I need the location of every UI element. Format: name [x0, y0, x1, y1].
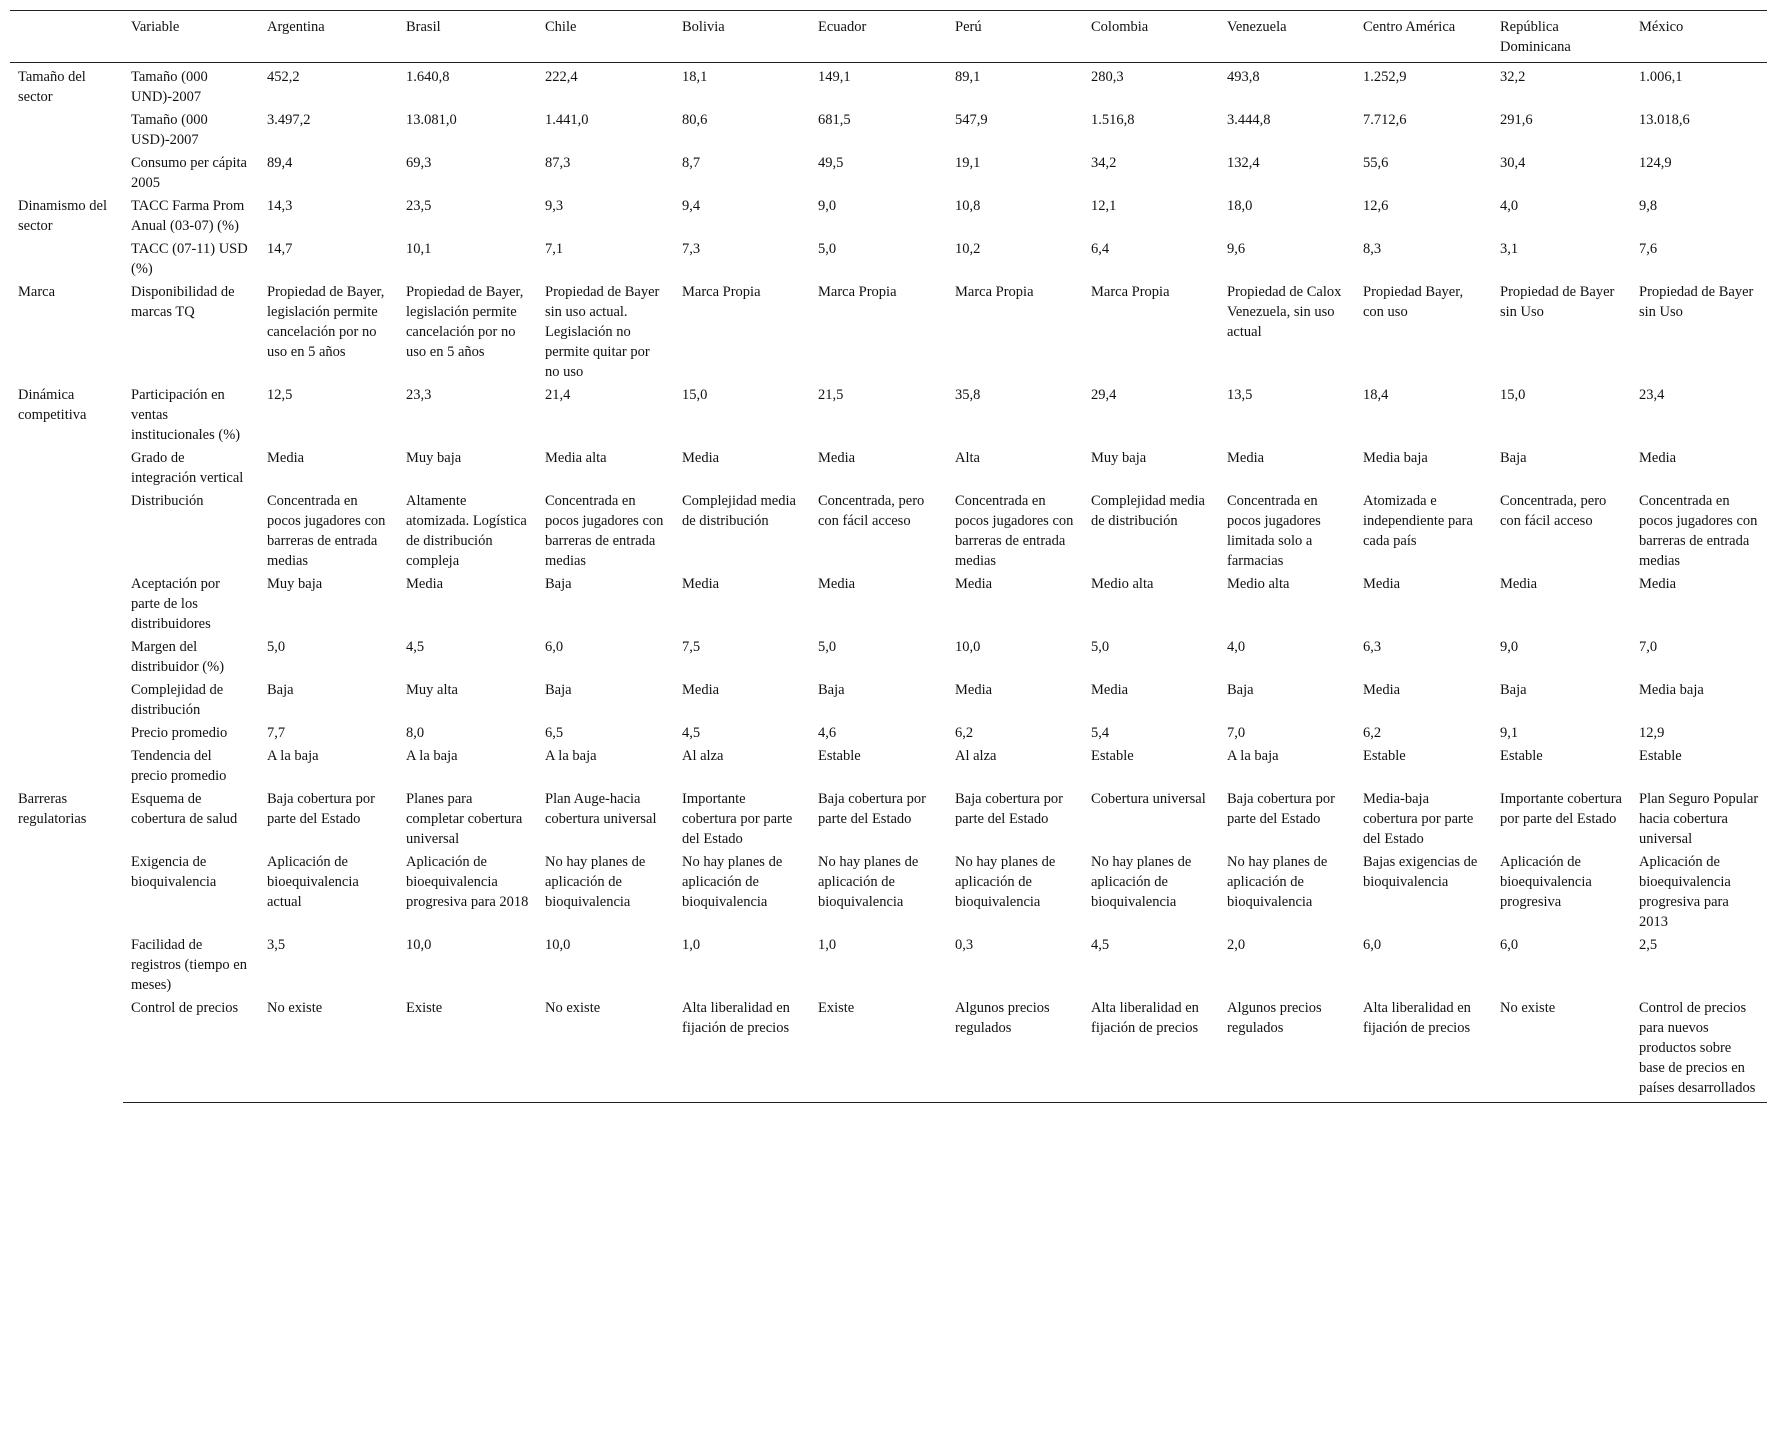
- variable-cell: Facilidad de registros (tiempo en meses): [131, 937, 247, 993]
- value-cell: Baja cobertura por parte del Estado: [1227, 791, 1335, 827]
- category-cell: Dinamismo del sector: [18, 198, 108, 234]
- value-cell: Concentrada en pocos jugadores con barreras de entrada medias: [955, 493, 1074, 569]
- value-cell: 9,1: [1500, 725, 1519, 741]
- value-cell: Aplicación de bioequivalencia progresiva: [1500, 854, 1592, 910]
- value-cell: 7,3: [682, 241, 701, 257]
- value-cell: Planes para completar cobertura universal: [406, 791, 523, 847]
- table-row: [10, 787, 1767, 850]
- value-cell: 9,8: [1639, 198, 1658, 214]
- value-cell: Muy baja: [267, 576, 323, 592]
- header-cell: Venezuela: [1219, 11, 1355, 63]
- value-cell: 9,6: [1227, 241, 1246, 257]
- value-cell: Media baja: [1363, 450, 1428, 466]
- value-cell: Medio alta: [1091, 576, 1154, 592]
- value-cell: 124,9: [1639, 155, 1672, 171]
- value-cell: Propiedad de Bayer sin Uso: [1639, 284, 1754, 320]
- value-cell: 6,2: [955, 725, 974, 741]
- value-cell: Importante cobertura por parte del Estado: [682, 791, 793, 847]
- value-cell: 9,0: [1500, 639, 1519, 655]
- value-cell: 4,6: [818, 725, 837, 741]
- value-cell: 7,5: [682, 639, 701, 655]
- value-cell: 3,1: [1500, 241, 1519, 257]
- table-row: [10, 237, 1767, 280]
- value-cell: 7.712,6: [1363, 112, 1407, 128]
- value-cell: Al alza: [955, 748, 997, 764]
- value-cell: 4,0: [1500, 198, 1519, 214]
- variable-cell: Precio promedio: [131, 725, 228, 741]
- value-cell: Complejidad media de distribución: [1091, 493, 1205, 529]
- value-cell: 4,0: [1227, 639, 1246, 655]
- value-cell: 6,2: [1363, 725, 1382, 741]
- value-cell: Estable: [1363, 748, 1406, 764]
- value-cell: 30,4: [1500, 155, 1526, 171]
- header-cell: Ecuador: [810, 11, 947, 63]
- value-cell: 80,6: [682, 112, 708, 128]
- value-cell: Media: [1363, 682, 1401, 698]
- header-cell: Centro América: [1355, 11, 1492, 63]
- variable-cell: Disponibilidad de marcas TQ: [131, 284, 235, 320]
- value-cell: 12,9: [1639, 725, 1665, 741]
- table-row: [10, 383, 1767, 446]
- value-cell: 1.252,9: [1363, 69, 1407, 85]
- value-cell: 8,0: [406, 725, 425, 741]
- header-cell: [10, 11, 123, 63]
- value-cell: 12,1: [1091, 198, 1117, 214]
- value-cell: 1.441,0: [545, 112, 589, 128]
- value-cell: 493,8: [1227, 69, 1260, 85]
- value-cell: Complejidad media de distribución: [682, 493, 796, 529]
- value-cell: 34,2: [1091, 155, 1117, 171]
- value-cell: 5,0: [1091, 639, 1110, 655]
- value-cell: Propiedad de Bayer sin uso actual. Legislación no permite quitar por no uso: [545, 284, 660, 380]
- value-cell: 6,5: [545, 725, 564, 741]
- variable-cell: Tamaño (000 UND)-2007: [131, 69, 208, 105]
- value-cell: 49,5: [818, 155, 844, 171]
- value-cell: No existe: [259, 996, 398, 1103]
- category-cell: Tamaño del sector: [18, 69, 86, 105]
- value-cell: Propiedad de Bayer, legislación permite cancelación por no uso en 5 años: [267, 284, 385, 360]
- value-cell: Algunos precios regulados: [947, 996, 1083, 1103]
- value-cell: Estable: [818, 748, 861, 764]
- table-row: [10, 489, 1767, 572]
- variable-cell: Grado de integración vertical: [131, 450, 244, 486]
- value-cell: 10,0: [545, 937, 571, 953]
- value-cell: 89,4: [267, 155, 293, 171]
- value-cell: 14,7: [267, 241, 293, 257]
- value-cell: 7,6: [1639, 241, 1658, 257]
- value-cell: A la baja: [406, 748, 458, 764]
- value-cell: 1.006,1: [1639, 69, 1683, 85]
- value-cell: Baja cobertura por parte del Estado: [267, 791, 375, 827]
- header-cell: Bolivia: [674, 11, 810, 63]
- table-row: [10, 194, 1767, 237]
- table-row: [10, 635, 1767, 678]
- value-cell: Media: [682, 682, 720, 698]
- value-cell: 87,3: [545, 155, 571, 171]
- value-cell: 7,1: [545, 241, 564, 257]
- value-cell: Media: [267, 450, 305, 466]
- value-cell: Media: [682, 576, 720, 592]
- value-cell: 12,5: [267, 387, 293, 403]
- value-cell: Concentrada, pero con fácil acceso: [818, 493, 925, 529]
- value-cell: Propiedad de Bayer, legislación permite cancelación por no uso en 5 años: [406, 284, 524, 360]
- value-cell: Alta liberalidad en fijación de precios: [1083, 996, 1219, 1103]
- value-cell: 14,3: [267, 198, 293, 214]
- value-cell: Media: [406, 576, 444, 592]
- header-cell: Argentina: [259, 11, 398, 63]
- value-cell: Altamente atomizada. Logística de distribución compleja: [406, 493, 527, 569]
- variable-cell: Margen del distribuidor (%): [131, 639, 225, 675]
- value-cell: Propiedad de Calox Venezuela, sin uso actual: [1227, 284, 1342, 340]
- value-cell: 10,2: [955, 241, 981, 257]
- value-cell: 3.444,8: [1227, 112, 1271, 128]
- value-cell: 5,0: [818, 639, 837, 655]
- value-cell: Algunos precios regulados: [1219, 996, 1355, 1103]
- value-cell: Media: [955, 576, 993, 592]
- value-cell: 10,8: [955, 198, 981, 214]
- table-row: [10, 446, 1767, 489]
- value-cell: 4,5: [1091, 937, 1110, 953]
- value-cell: 132,4: [1227, 155, 1260, 171]
- value-cell: 1,0: [682, 937, 701, 953]
- value-cell: A la baja: [267, 748, 319, 764]
- value-cell: 35,8: [955, 387, 981, 403]
- value-cell: 19,1: [955, 155, 981, 171]
- value-cell: Cobertura universal: [1091, 791, 1206, 807]
- variable-cell: Tamaño (000 USD)-2007: [131, 112, 208, 148]
- value-cell: 5,0: [267, 639, 286, 655]
- variable-cell: Consumo per cápita 2005: [131, 155, 247, 191]
- category-cell: Dinámica competitiva: [18, 387, 87, 423]
- value-cell: Al alza: [682, 748, 724, 764]
- value-cell: Muy baja: [406, 450, 462, 466]
- value-cell: Concentrada en pocos jugadores con barreras de entrada medias: [545, 493, 664, 569]
- value-cell: 18,4: [1363, 387, 1389, 403]
- value-cell: 6,0: [1363, 937, 1382, 953]
- value-cell: 18,1: [682, 69, 708, 85]
- value-cell: 23,4: [1639, 387, 1665, 403]
- header-cell: Brasil: [398, 11, 537, 63]
- category-cell: Marca: [18, 284, 56, 300]
- value-cell: 13,5: [1227, 387, 1253, 403]
- header-cell: Colombia: [1083, 11, 1219, 63]
- value-cell: Media: [818, 450, 856, 466]
- value-cell: 6,0: [1500, 937, 1519, 953]
- value-cell: Alta liberalidad en fijación de precios: [1355, 996, 1492, 1103]
- variable-cell: Exigencia de bioquivalencia: [131, 854, 217, 890]
- value-cell: Media: [818, 576, 856, 592]
- value-cell: Baja: [545, 682, 572, 698]
- table-row: [10, 721, 1767, 744]
- value-cell: 1,0: [818, 937, 837, 953]
- variable-cell: Aceptación por parte de los distribuidores: [131, 576, 220, 632]
- value-cell: Plan Seguro Popular hacia cobertura universal: [1639, 791, 1759, 847]
- table-row: [10, 572, 1767, 635]
- variable-cell: TACC (07-11) USD (%): [131, 241, 248, 277]
- value-cell: Control de precios para nuevos productos sobre base de precios en países desarrollados: [1631, 996, 1767, 1103]
- value-cell: 6,4: [1091, 241, 1110, 257]
- value-cell: No hay planes de aplicación de bioquivalencia: [682, 854, 783, 910]
- value-cell: 5,4: [1091, 725, 1110, 741]
- value-cell: No hay planes de aplicación de bioquivalencia: [1091, 854, 1192, 910]
- value-cell: Concentrada en pocos jugadores con barreras de entrada medias: [1639, 493, 1758, 569]
- value-cell: Estable: [1091, 748, 1134, 764]
- value-cell: 6,3: [1363, 639, 1382, 655]
- value-cell: No hay planes de aplicación de bioquivalencia: [955, 854, 1056, 910]
- value-cell: 280,3: [1091, 69, 1124, 85]
- value-cell: Baja cobertura por parte del Estado: [955, 791, 1063, 827]
- data-table: [10, 10, 1767, 1103]
- value-cell: Propiedad de Bayer sin Uso: [1500, 284, 1615, 320]
- value-cell: Baja: [1500, 450, 1527, 466]
- value-cell: 10,0: [955, 639, 981, 655]
- value-cell: Marca Propia: [682, 284, 761, 300]
- value-cell: 10,1: [406, 241, 432, 257]
- table-row: [10, 63, 1767, 109]
- value-cell: Media: [1500, 576, 1538, 592]
- table-row: [10, 678, 1767, 721]
- value-cell: Baja: [818, 682, 845, 698]
- value-cell: Medio alta: [1227, 576, 1290, 592]
- value-cell: Concentrada en pocos jugadores con barreras de entrada medias: [267, 493, 386, 569]
- header-row: [10, 11, 1767, 63]
- value-cell: 23,5: [406, 198, 432, 214]
- value-cell: 9,3: [545, 198, 564, 214]
- value-cell: Baja: [267, 682, 294, 698]
- variable-cell: Tendencia del precio promedio: [131, 748, 227, 784]
- value-cell: 5,0: [818, 241, 837, 257]
- value-cell: 55,6: [1363, 155, 1389, 171]
- value-cell: 13.081,0: [406, 112, 457, 128]
- value-cell: 452,2: [267, 69, 300, 85]
- value-cell: Bajas exigencias de bioquivalencia: [1363, 854, 1478, 890]
- value-cell: 149,1: [818, 69, 851, 85]
- value-cell: Media: [682, 450, 720, 466]
- value-cell: 3.497,2: [267, 112, 311, 128]
- value-cell: Estable: [1639, 748, 1682, 764]
- value-cell: 89,1: [955, 69, 981, 85]
- value-cell: Baja: [1227, 682, 1254, 698]
- header-cell: Variable: [123, 11, 259, 63]
- value-cell: 69,3: [406, 155, 432, 171]
- value-cell: 2,5: [1639, 937, 1658, 953]
- value-cell: No hay planes de aplicación de bioquivalencia: [545, 854, 646, 910]
- value-cell: 32,2: [1500, 69, 1526, 85]
- value-cell: Existe: [398, 996, 537, 1103]
- value-cell: No hay planes de aplicación de bioquivalencia: [818, 854, 919, 910]
- variable-cell: Esquema de cobertura de salud: [131, 791, 238, 827]
- value-cell: Aplicación de bioequivalencia progresiva para 2013: [1639, 854, 1731, 930]
- value-cell: Media alta: [545, 450, 607, 466]
- table-row: [10, 933, 1767, 996]
- value-cell: Marca Propia: [1091, 284, 1170, 300]
- category-cell: Barreras regulatorias: [18, 791, 87, 827]
- value-cell: 0,3: [955, 937, 974, 953]
- value-cell: 8,7: [682, 155, 701, 171]
- value-cell: 681,5: [818, 112, 851, 128]
- value-cell: 4,5: [682, 725, 701, 741]
- value-cell: 7,0: [1227, 725, 1246, 741]
- value-cell: Baja: [1500, 682, 1527, 698]
- table-body: [10, 63, 1767, 1103]
- variable-cell: Participación en ventas institucionales (%): [131, 387, 241, 443]
- value-cell: No hay planes de aplicación de bioquivalencia: [1227, 854, 1328, 910]
- value-cell: 222,4: [545, 69, 578, 85]
- value-cell: 23,3: [406, 387, 432, 403]
- value-cell: Media: [955, 682, 993, 698]
- table-row: [10, 280, 1767, 383]
- header-cell: República Dominicana: [1492, 11, 1631, 63]
- value-cell: 13.018,6: [1639, 112, 1690, 128]
- value-cell: A la baja: [545, 748, 597, 764]
- table-container: [10, 10, 1767, 1103]
- value-cell: Media-baja cobertura por parte del Estado: [1363, 791, 1474, 847]
- value-cell: Media: [1091, 682, 1129, 698]
- value-cell: Baja cobertura por parte del Estado: [818, 791, 926, 827]
- table-row: [10, 996, 1767, 1103]
- value-cell: 12,6: [1363, 198, 1389, 214]
- value-cell: No existe: [1492, 996, 1631, 1103]
- table-row: [10, 151, 1767, 194]
- value-cell: Media: [1363, 576, 1401, 592]
- value-cell: Atomizada e independiente para cada país: [1363, 493, 1473, 549]
- value-cell: Alta: [955, 450, 980, 466]
- value-cell: 9,0: [818, 198, 837, 214]
- value-cell: 21,4: [545, 387, 571, 403]
- header-cell: México: [1631, 11, 1767, 63]
- value-cell: Media: [1227, 450, 1265, 466]
- variable-cell: Distribución: [131, 493, 204, 509]
- value-cell: 547,9: [955, 112, 988, 128]
- value-cell: Muy alta: [406, 682, 458, 698]
- value-cell: 7,7: [267, 725, 286, 741]
- value-cell: 2,0: [1227, 937, 1246, 953]
- variable-cell: Control de precios: [123, 996, 259, 1103]
- table-row: [10, 108, 1767, 151]
- value-cell: 9,4: [682, 198, 701, 214]
- variable-cell: Complejidad de distribución: [131, 682, 224, 718]
- value-cell: Plan Auge-hacia cobertura universal: [545, 791, 657, 827]
- value-cell: Existe: [810, 996, 947, 1103]
- value-cell: Aplicación de bioequivalencia progresiva para 2018: [406, 854, 529, 910]
- value-cell: 18,0: [1227, 198, 1253, 214]
- value-cell: Estable: [1500, 748, 1543, 764]
- value-cell: Marca Propia: [955, 284, 1034, 300]
- value-cell: 4,5: [406, 639, 425, 655]
- value-cell: 10,0: [406, 937, 432, 953]
- value-cell: 15,0: [682, 387, 708, 403]
- variable-cell: TACC Farma Prom Anual (03-07) (%): [131, 198, 245, 234]
- value-cell: Propiedad Bayer, con uso: [1363, 284, 1464, 320]
- value-cell: 15,0: [1500, 387, 1526, 403]
- value-cell: 7,0: [1639, 639, 1658, 655]
- value-cell: 8,3: [1363, 241, 1382, 257]
- value-cell: 1.516,8: [1091, 112, 1135, 128]
- value-cell: 291,6: [1500, 112, 1533, 128]
- value-cell: Media: [1639, 450, 1677, 466]
- value-cell: Baja: [545, 576, 572, 592]
- value-cell: Muy baja: [1091, 450, 1147, 466]
- table-row: [10, 850, 1767, 933]
- value-cell: Media: [1639, 576, 1677, 592]
- value-cell: Concentrada, pero con fácil acceso: [1500, 493, 1607, 529]
- header-cell: Chile: [537, 11, 674, 63]
- header-cell: Perú: [947, 11, 1083, 63]
- value-cell: 21,5: [818, 387, 844, 403]
- value-cell: 29,4: [1091, 387, 1117, 403]
- value-cell: 1.640,8: [406, 69, 450, 85]
- value-cell: Alta liberalidad en fijación de precios: [674, 996, 810, 1103]
- value-cell: A la baja: [1227, 748, 1279, 764]
- value-cell: Media baja: [1639, 682, 1704, 698]
- value-cell: Aplicación de bioequivalencia actual: [267, 854, 359, 910]
- value-cell: Importante cobertura por parte del Estado: [1500, 791, 1622, 827]
- value-cell: No existe: [537, 996, 674, 1103]
- value-cell: Concentrada en pocos jugadores limitada solo a farmacias: [1227, 493, 1321, 569]
- value-cell: 3,5: [267, 937, 286, 953]
- value-cell: Marca Propia: [818, 284, 897, 300]
- table-row: [10, 744, 1767, 787]
- value-cell: 6,0: [545, 639, 564, 655]
